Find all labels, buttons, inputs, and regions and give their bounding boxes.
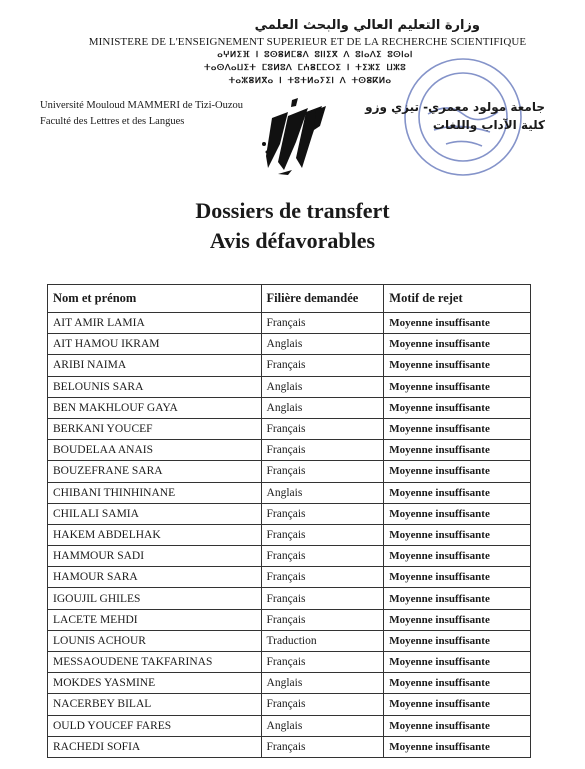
tifinagh-line: ⴰⵖⵍⵉⴼ ⵏ ⵓⵙⴻⵍⵎⴻⴷ ⵓⵏⵏⵉⴳ ⴷ ⵓⵏⴰⴷⵉ ⵓⵙⵏⴰⵏ: [217, 50, 413, 60]
cell-filiere: Français: [261, 355, 384, 376]
cell-name: MESSAOUDENE TAKFARINAS: [48, 652, 262, 673]
cell-motif: Moyenne insuffisante: [384, 418, 531, 439]
cell-filiere: Français: [261, 503, 384, 524]
cell-filiere: Français: [261, 440, 384, 461]
cell-name: AIT HAMOU IKRAM: [48, 334, 262, 355]
university-logo-icon: [258, 96, 330, 176]
table-row: [48, 588, 531, 609]
tifinagh-line: ⵜⴰⵣⴻⵍⴳⴰ ⵏ ⵜⵓⵜⵍⴰⵢⵉⵏ ⴷ ⵜⵙⴻⴽⵍⴰ: [228, 76, 392, 86]
university-name-french: Université Mouloud MAMMERI de Tizi-Ouzou: [40, 100, 243, 111]
cell-name: LOUNIS ACHOUR: [48, 630, 262, 651]
cell-filiere: Français: [261, 313, 384, 334]
cell-motif: Moyenne insuffisante: [384, 503, 531, 524]
table-header-row: [48, 285, 531, 313]
table-row: [48, 440, 531, 461]
cell-motif: Moyenne insuffisante: [384, 630, 531, 651]
cell-name: LACETE MEHDI: [48, 609, 262, 630]
cell-name: OULD YOUCEF FARES: [48, 715, 262, 736]
faculty-name-french: Faculté des Lettres et des Langues: [40, 116, 185, 127]
table-row: [48, 567, 531, 588]
tifinagh-line: ⵜⴰⵙⴷⴰⵡⵉⵜ ⵎⵓⵍⵓⴷ ⵎⵄⴻⵎⵎⵔⵉ ⵏ ⵜⵉⵣⵉ ⵡⵣⵓ: [203, 63, 407, 73]
cell-filiere: Français: [261, 461, 384, 482]
cell-motif: Moyenne insuffisante: [384, 567, 531, 588]
cell-motif: Moyenne insuffisante: [384, 652, 531, 673]
university-block-french: [40, 98, 243, 130]
cell-filiere: Français: [261, 736, 384, 757]
cell-motif: Moyenne insuffisante: [384, 355, 531, 376]
table-row: [48, 524, 531, 545]
table-row: [48, 630, 531, 651]
cell-name: NACERBEY BILAL: [48, 694, 262, 715]
cell-motif: Moyenne insuffisante: [384, 588, 531, 609]
table-row: [48, 418, 531, 439]
table-row: [48, 397, 531, 418]
table-row: [48, 546, 531, 567]
rejection-table: [47, 284, 531, 758]
cell-motif: Moyenne insuffisante: [384, 546, 531, 567]
university-name-arabic: جامعة مولود معمري- تيزي وزو: [365, 100, 545, 114]
cell-name: BERKANI YOUCEF: [48, 418, 262, 439]
cell-filiere: Anglais: [261, 673, 384, 694]
table-row: [48, 694, 531, 715]
cell-motif: Moyenne insuffisante: [384, 313, 531, 334]
university-block-arabic: [365, 98, 545, 134]
column-header-name: Nom et prénom: [48, 285, 262, 313]
cell-name: BEN MAKHLOUF GAYA: [48, 397, 262, 418]
cell-filiere: Français: [261, 418, 384, 439]
cell-name: HAKEM ABDELHAK: [48, 524, 262, 545]
cell-filiere: Français: [261, 694, 384, 715]
cell-name: IGOUJIL GHILES: [48, 588, 262, 609]
cell-name: BOUZEFRANE SARA: [48, 461, 262, 482]
faculty-name-arabic: كلية الآداب واللغات: [432, 118, 545, 132]
cell-filiere: Anglais: [261, 715, 384, 736]
title-line-1: Dossiers de transfert: [195, 198, 390, 223]
table-row: [48, 609, 531, 630]
cell-name: BOUDELAA ANAIS: [48, 440, 262, 461]
cell-name: RACHEDI SOFIA: [48, 736, 262, 757]
cell-name: AIT AMIR LAMIA: [48, 313, 262, 334]
table-row: [48, 673, 531, 694]
table-row: [48, 736, 531, 757]
table-row: [48, 355, 531, 376]
ministry-title-arabic: وزارة التعليم العالي والبحث العلمي: [254, 18, 480, 33]
cell-filiere: Français: [261, 588, 384, 609]
cell-name: MOKDES YASMINE: [48, 673, 262, 694]
table-row: [48, 376, 531, 397]
cell-filiere: Traduction: [261, 630, 384, 651]
cell-motif: Moyenne insuffisante: [384, 440, 531, 461]
column-header-motif: Motif de rejet: [384, 285, 531, 313]
cell-motif: Moyenne insuffisante: [384, 524, 531, 545]
cell-motif: Moyenne insuffisante: [384, 334, 531, 355]
cell-motif: Moyenne insuffisante: [384, 673, 531, 694]
table-row: [48, 715, 531, 736]
cell-name: CHIBANI THINHINANE: [48, 482, 262, 503]
cell-name: BELOUNIS SARA: [48, 376, 262, 397]
cell-filiere: Français: [261, 546, 384, 567]
title-line-2: Avis défavorables: [209, 228, 376, 253]
cell-motif: Moyenne insuffisante: [384, 715, 531, 736]
cell-filiere: Français: [261, 652, 384, 673]
cell-name: HAMOUR SARA: [48, 567, 262, 588]
ministry-title-french: MINISTERE DE L'ENSEIGNEMENT SUPERIEUR ET DE LA RECHERCHE SCIENTIFIQUE: [88, 36, 527, 48]
table-row: [48, 334, 531, 355]
table-row: [48, 503, 531, 524]
cell-motif: Moyenne insuffisante: [384, 694, 531, 715]
table-row: [48, 461, 531, 482]
cell-motif: Moyenne insuffisante: [384, 376, 531, 397]
cell-name: HAMMOUR SADI: [48, 546, 262, 567]
cell-name: ARIBI NAIMA: [48, 355, 262, 376]
cell-motif: Moyenne insuffisante: [384, 736, 531, 757]
cell-motif: Moyenne insuffisante: [384, 609, 531, 630]
cell-motif: Moyenne insuffisante: [384, 461, 531, 482]
cell-filiere: Anglais: [261, 482, 384, 503]
table-row: [48, 313, 531, 334]
column-header-filiere: Filière demandée: [261, 285, 384, 313]
cell-filiere: Français: [261, 567, 384, 588]
cell-motif: Moyenne insuffisante: [384, 482, 531, 503]
cell-filiere: Anglais: [261, 334, 384, 355]
cell-filiere: Français: [261, 609, 384, 630]
table-row: [48, 482, 531, 503]
document-title: [0, 196, 585, 256]
cell-filiere: Anglais: [261, 376, 384, 397]
cell-filiere: Français: [261, 524, 384, 545]
cell-name: CHILALI SAMIA: [48, 503, 262, 524]
cell-motif: Moyenne insuffisante: [384, 397, 531, 418]
cell-filiere: Anglais: [261, 397, 384, 418]
table-row: [48, 652, 531, 673]
